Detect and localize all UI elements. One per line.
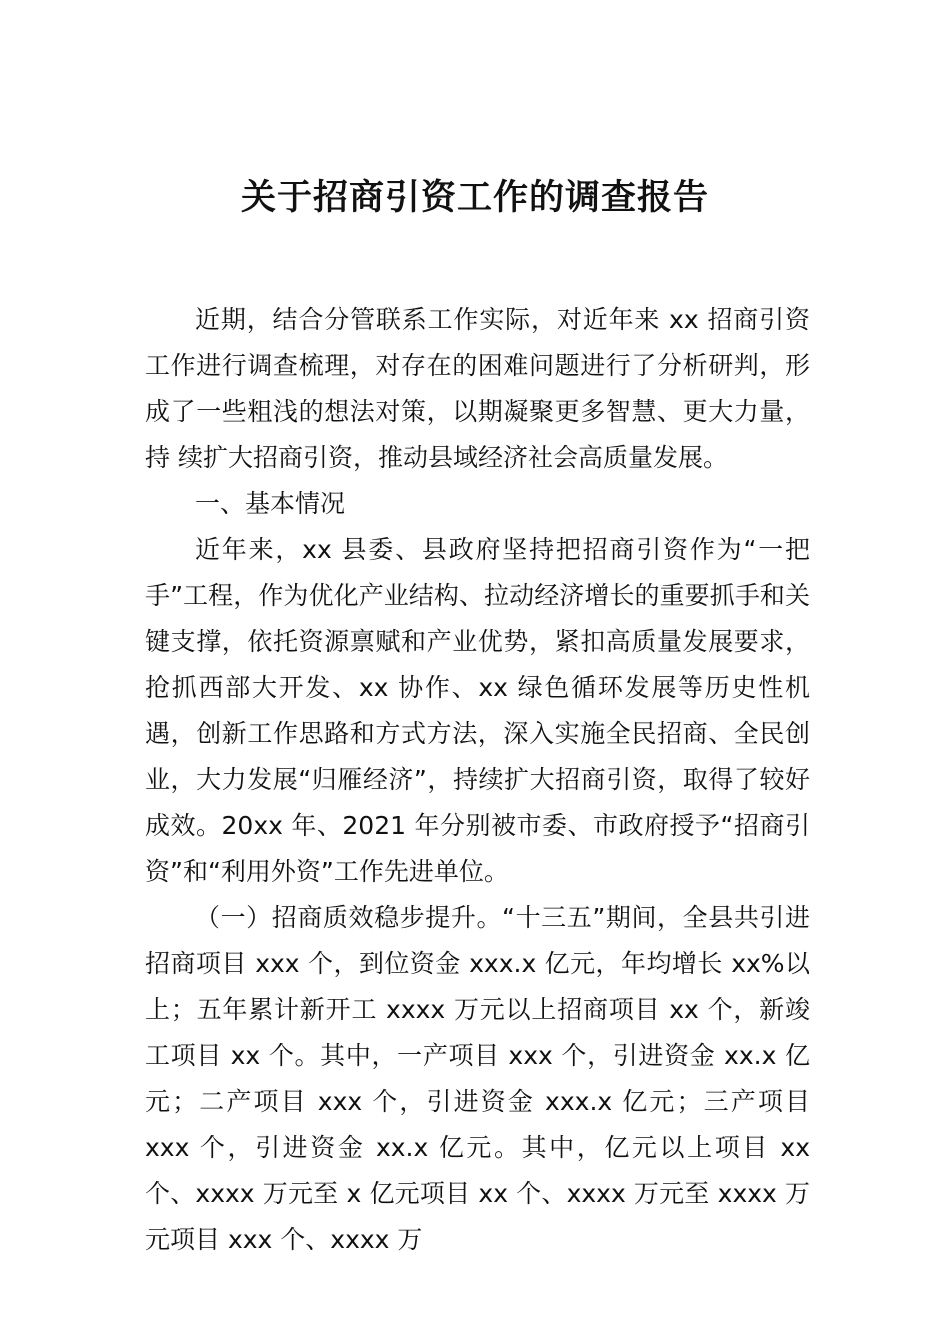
document-body (145, 297, 810, 1263)
document-title: 关于招商引资工作的调查报告 (240, 177, 709, 218)
investment-quality-paragraph: （一）招商质效稳步提升。“十三五”期间，全县共引进招商项目 xxx 个，到位资金 xxx.x 亿元，年均增长 xx%以上；五年累计新开工 xxxx 万元以上招商项目 xx 个，新竣工项目 xx 个。其中，一产项目 xxx 个，引进资金 xx.x 亿元；二产项目 xxx 个，引进资金 xxx.x 亿元；三产项目 xxx 个，引进资金 xx.x 亿元。其中，亿元以上项目 xx 个、xxxx 万元至 x 亿元项目 xx 个、xxxx 万元至 xxxx 万元项目 xxx 个、xxxx 万 (145, 903, 810, 1254)
intro-paragraph: 近期，结合分管联系工作实际，对近年来 xx 招商引资工作进行调查梳理，对存在的困难问题进行了分析研判，形成了一些粗浅的想法对策，以期凝聚更多智慧、更大力量，持 续扩大招商引资，推动县域经济社会高质量发展。 (145, 305, 810, 472)
section-heading-basic-situation: 一、基本情况 (195, 489, 346, 518)
basic-situation-paragraph: 近年来，xx 县委、县政府坚持把招商引资作为“一把手”工程，作为优化产业结构、拉动经济增长的重要抓手和关键支撑，依托资源禀赋和产业优势，紧扣高质量发展要求，抢抓西部大开发、xx 协作、xx 绿色循环发展等历史性机遇，创新工作思路和方式方法，深入实施全民招商、全民创业，大力发展“归雁经济”，持续扩大招商引资，取得了较好成效。20xx 年、2021 年分别被市委、市政府授予“招商引资”和“利用外资”工作先进单位。 (145, 535, 810, 886)
